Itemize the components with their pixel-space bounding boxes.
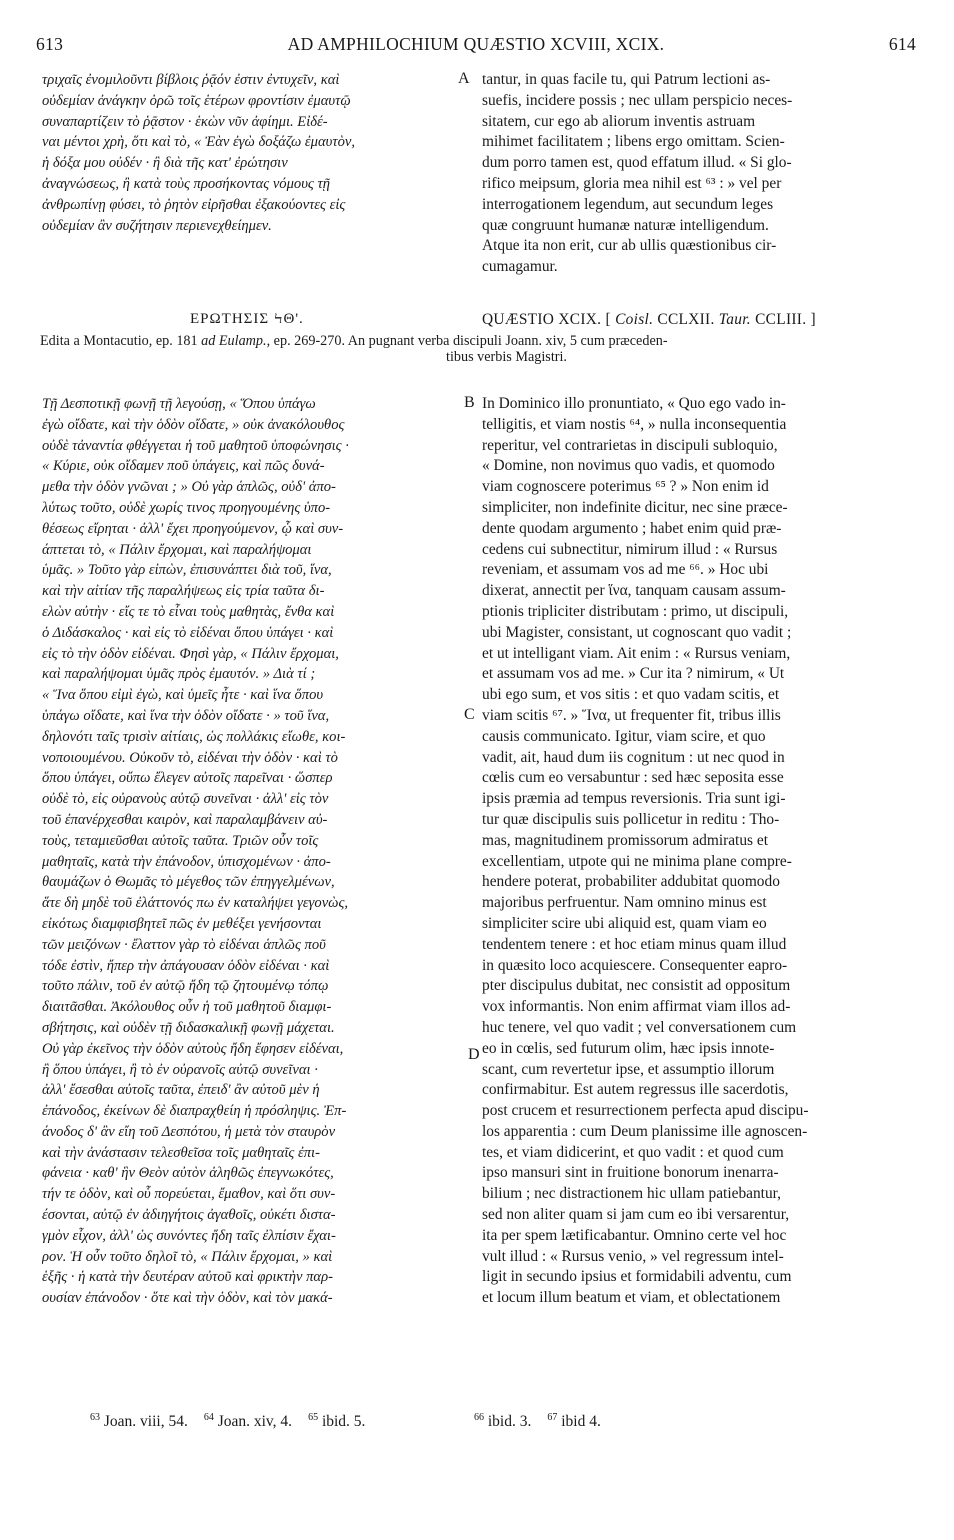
greek-text-line: γμὸν εἶχον, ἀλλ' ὡς συνόντες ἤδη ταῖς ἐλπίσιν ἔχαι-: [42, 1227, 336, 1244]
latin-text-line: ipsis præmia ad tempus reversionis. Tria sunt igi-: [482, 790, 786, 808]
greek-text-line: οὐδὲ τἀναντία φθέγγεται ἡ τοῦ μαθητοῦ ὑποφώνησις ·: [42, 437, 349, 454]
latin-text-line: et ut intelligant viam. Ait enim : « Rursus veniam,: [482, 644, 791, 662]
latin-text-line: hendere poterat, probabiliter addubitat quomodo: [482, 873, 780, 891]
greek-text-line: ἢ ὅπου ὑπάγει, ἢ τὸ ἐν οὐρανοῖς αὐτῷ συνεῖναι ·: [42, 1061, 318, 1078]
footnote-item: $^{65}$ ibid. 5.: [308, 1412, 366, 1431]
footnotes: [90, 1412, 890, 1431]
greek-text-line: καὶ τὴν αἰτίαν τῆς παραλήψεως εἰς τρία ταῦτα δι-: [42, 583, 325, 600]
latin-column-top: [482, 70, 912, 278]
coisl-label: Coisl.: [615, 311, 654, 328]
greek-text-line: ὅπου ὑπάγει, οὔπω ἔλεγεν αὐτοῖς παρεῖναι · ὥσπερ: [42, 770, 333, 787]
latin-text-line: quæ congruunt humanæ naturæ intelligendum.: [482, 216, 769, 234]
greek-text-line: « Ἵνα ὅπου εἰμὶ ἐγὼ, καὶ ὑμεῖς ἦτε · καὶ ἵνα ὅπου: [42, 687, 324, 704]
latin-text-line: dixerat, annectit per ἵνα, tanquam causam assum-: [482, 582, 786, 600]
question-title-greek: ΕΡΩΤΗΣΙΣ ϞΘ'.: [190, 311, 304, 327]
footnote-item: $^{63}$ Joan. viii, 54.: [90, 1412, 188, 1431]
running-title: AD AMPHILOCHIUM QUÆSTIO XCVIII, XCIX.: [287, 34, 665, 54]
page-header: [36, 34, 916, 56]
greek-text-line: ελὼν αὐτὴν · εἴς τε τὸ εἶναι τοὺς μαθητὰς, ἔνθα καὶ: [42, 603, 335, 620]
latin-text-line: vox informantis. Non enim affirmat viam illos ad-: [482, 998, 791, 1016]
latin-text-line: cumagamur.: [482, 258, 558, 276]
latin-text-line: « Domine, non novimus quo vadis, et quomodo: [482, 457, 775, 475]
greek-text-line: μαθηταῖς, κατὰ τὴν ἐπάνοδον, ὑπισχομένων · ἀπο-: [42, 853, 331, 870]
latin-text-line: in quæsito loco acquiescere. Consequenter eapro-: [482, 956, 788, 974]
latin-text-line: vult illud : « Rursus venio, » vel regressum intel-: [482, 1247, 784, 1265]
greek-text-line: τόδε ἐστὶν, ἤπερ τὴν ἀπάγουσαν ὁδὸν εἰδέναι · καὶ: [42, 957, 330, 974]
latin-text-line: et assumam vos ad me. » Cur ita ? nimirum, « Ut: [482, 665, 785, 683]
greek-text-line: ἐπάνοδος, ἐκείνων δὲ διαπραχθείη ἡ πρόσληψις. Ἐπ-: [42, 1103, 347, 1120]
latin-text-line: huc tenere, vel quo vadit ; vel conversationem cum: [482, 1018, 797, 1036]
edition-note: Edita a Montacutio, ep. 181 ad Eulamp., ep. 269-270. An pugnant verba discipuli Joann. xiv, 5 cum præceden- tibus verbis Magistri.: [40, 333, 668, 365]
latin-text-line: interrogationem legendum, aut secundum leges: [482, 195, 774, 213]
question-title-latin: QUÆSTIO XCIX. [ Coisl. CCLXII. Taur. CCLIII. ]: [482, 311, 816, 328]
greek-text-line: εἰκότως διαμφισβητεῖ πῶς ἐν μεθέξει γενήσονται: [42, 915, 322, 932]
margin-marker-b: B: [464, 394, 475, 411]
margin-marker-c: C: [464, 706, 475, 723]
greek-text-line: οὐδεμίαν ἀνάγκην ὁρῶ τοῖς ἑτέρων φροντίσιν ἐμαυτῷ: [42, 92, 351, 109]
latin-text-line: vadit, ait, haud dum iis cognitum : ut nec quod in: [482, 748, 785, 766]
latin-text-line: viam scitis ⁶⁷. » Ἵνα, ut frequenter fit, tribus illis: [482, 706, 781, 724]
greek-text-line: τῶν μειζόνων · ἔλαττον γὰρ τὸ εἰδέναι ἁπλῶς ποῦ: [42, 936, 326, 953]
greek-text-line: δηλονότι ταῖς τρισὶν αἰτίαις, ὡς πολλάκις εἴωθε, κοι-: [42, 728, 346, 745]
latin-text-line: mas, magnitudinem promissorum admiratus et: [482, 831, 768, 849]
latin-text-line: tantur, in quas facile tu, qui Patrum lectioni as-: [482, 71, 771, 88]
greek-text-line: ναι μέντοι χρὴ, ὅτι καὶ τὸ, « Ἐὰν ἐγὼ δοξάζω ἐμαυτὸν,: [42, 134, 355, 151]
page-number-right: 614: [888, 34, 916, 54]
page-number-left: 613: [36, 34, 64, 54]
latin-text-line: tendentem tenere : et hoc etiam minus quam illud: [482, 935, 787, 953]
greek-text-line: ὁ Διδάσκαλος · καὶ εἰς τὸ εἰδέναι ὅπου ὑπάγει · καὶ: [42, 624, 334, 641]
greek-text-line: Οὐ γὰρ ἐκεῖνος τὴν ὁδὸν αὐτοὺς ἤδη ἔφησεν εἰδέναι,: [42, 1040, 344, 1057]
latin-text-line: et locum illum beatum et viam, et oblectationem: [482, 1289, 781, 1307]
latin-text-line: dente quodam argumento ; habet enim quid præ-: [482, 519, 782, 537]
greek-text-line: οὐδεμίαν ἂν συζήτησιν περιενεχθείημεν.: [42, 217, 272, 234]
margin-marker-d: D: [468, 1046, 480, 1063]
greek-text-line: ρον. Ἡ οὖν τοῦτο δηλοῖ τὸ, « Πάλιν ἔρχομαι, » καὶ: [42, 1248, 333, 1265]
latin-text-line: In Dominico illo pronuntiato, « Quo ego vado in-: [482, 395, 786, 412]
greek-text-line: ὑμᾶς. » Τοῦτο γὰρ εἰπὼν, ἐπισυνάπτει διὰ τοῦ, ἵνα,: [42, 562, 332, 579]
latin-text-line: cedens cui subnectitur, nimirum illud : « Rursus: [482, 540, 778, 558]
latin-text-line: scant, cum revertetur ipse, et assumptio illorum: [482, 1060, 775, 1078]
greek-text-line: τοὺς, τεταμιεῦσθαι αὐτοῖς ταῦτα. Τριῶν οὖν τοῖς: [42, 832, 319, 849]
latin-text-line: pter discipulus dubitat, nec consistit ad oppositum: [482, 977, 791, 995]
greek-text-line: ἅτε δὴ μηδὲ τοῦ ἐλάττονός πω ἐν καταλήψει γεγονὼς,: [42, 895, 349, 912]
greek-text-line: εἰς τὸ τὴν ὁδὸν εἰδέναι. Φησὶ γὰρ, « Πάλιν ἔρχομαι,: [42, 645, 339, 662]
latin-text-line: rifico meipsum, gloria mea nihil est ⁶³ : » vel per: [482, 174, 782, 192]
latin-text-line: reveniam, et assumam vos ad me ⁶⁶. » Hoc ubi: [482, 561, 769, 579]
greek-text-line: ἀλλ' ἔσεσθαι αὐτοῖς ταῦτα, ἐπειδ' ἂν αὐτοῦ μὲν ἡ: [42, 1082, 320, 1099]
latin-text-line: simpliciter, non indefinite dicitur, nec sine præce-: [482, 498, 788, 516]
greek-text-line: διαιτᾶσθαι. Ἀκόλουθος οὖν ἡ τοῦ μαθητοῦ διαμφι-: [42, 999, 332, 1016]
footnote-item: $^{64}$ Joan. xiv, 4.: [203, 1412, 293, 1431]
latin-text-line: bilium ; nec distractionem hic ullam patiebantur,: [482, 1185, 781, 1203]
latin-text-line: sitatem, cur ego ab aliorum inventis astruam: [482, 112, 756, 130]
latin-text-line: dum porro tamen est, quod effatum illud. « Si glo-: [482, 154, 792, 172]
greek-text-line: ουσίαν ἐπάνοδον · ὅτε καὶ τὴν ὁδὸν, καὶ τὸν μακά-: [42, 1290, 333, 1307]
latin-text-line: sed non aliter quam si jam cum eo ibi versarentur,: [482, 1206, 790, 1224]
latin-text-line: ptionis tripliciter distributam : primo, ut discipuli,: [482, 602, 789, 620]
latin-text-line: ubi ego sum, et vos sitis : et quo vadam scitis, et: [482, 686, 780, 704]
latin-text-line: Atque ita non erit, cur ab ullis quæstionibus cir-: [482, 237, 777, 255]
greek-text-line: μεθα τὴν ὁδὸν γνῶναι ; » Οὐ γὰρ ἁπλῶς, οὐδ' ἀπο-: [42, 479, 336, 496]
greek-text-line: θέσεως εἴρηται · ἀλλ' ἔχει προηγούμενον, ᾧ καὶ συν-: [42, 520, 344, 537]
latin-text-line: majoribus perfruentur. Nam omnino minus est: [482, 894, 767, 912]
latin-text-line: viam cognoscere poterimus ⁶⁵ ? » Non enim id: [482, 478, 769, 496]
latin-text-line: post crucem et resurrectionem perfecta apud discipu-: [482, 1102, 809, 1120]
latin-text-line: cœlis cum eo versabuntur : sed hæc seposita esse: [482, 769, 784, 787]
greek-text-line: λύτως τοῦτο, οὐδὲ χωρίς τινος προηγουμένης ὑπο-: [42, 499, 331, 516]
greek-text-line: άνοδος δ' ἂν εἴη τοῦ Δεσπότου, ἡ μετὰ τὸν σταυρὸν: [42, 1123, 336, 1140]
latin-text-line: telligitis, et viam nostis ⁶⁴, » nulla inconsequentia: [482, 415, 787, 433]
latin-text-line: suefis, incidere possis ; nec ullam perspicio neces-: [482, 91, 793, 109]
greek-text-line: σβήτησις, καὶ οὐδὲν τῇ διδασκαλικῇ φωνῇ μάχεται.: [42, 1019, 335, 1036]
greek-text-line: καὶ παραλήψομαι ὑμᾶς πρὸς ἐμαυτόν. » Διὰ τί ;: [42, 666, 316, 683]
greek-text-line: φάνεια · καθ' ἣν Θεὸν αὐτὸν ἀληθῶς ἐπεγνωκότες,: [42, 1165, 334, 1182]
greek-text-line: ἐγὼ οἴδατε, καὶ τὴν ὁδὸν οἴδατε, » οὐκ ἀνακόλουθος: [42, 416, 345, 433]
greek-text-line: τοῦ ἐπανέρχεσθαι καιρὸν, καὶ παραλαμβάνειν αὐ-: [42, 811, 328, 828]
latin-column-main: [482, 394, 912, 1309]
latin-text-line: ubi Magister, consistant, ut cognoscant quo vadit ;: [482, 623, 792, 641]
footnote-item: $^{67}$ ibid 4.: [547, 1412, 601, 1431]
greek-text-line: ἀναγνώσεως, ἢ κατὰ τοὺς προσήκοντας νόμους τῇ: [42, 175, 330, 192]
latin-text-line: ligit in secundo ipsius et formidabili adventu, cum: [482, 1268, 792, 1286]
latin-text-line: reperitur, vel contrarietas in discipuli subloquio,: [482, 436, 778, 454]
greek-text-line: ὑπάγω οἴδατε, καὶ ἵνα τὴν ὁδὸν οἴδατε · » τοῦ ἵνα,: [42, 707, 330, 724]
latin-text-line: tur quæ discipulis suis pollicetur in reditu : Tho-: [482, 810, 780, 828]
greek-text-line: « Κύριε, οὐκ οἴδαμεν ποῦ ὑπάγεις, καὶ πῶς δυνά-: [42, 458, 325, 475]
footnote-item: $^{66}$ ibid. 3.: [474, 1412, 532, 1431]
greek-column-main: [42, 394, 464, 1309]
latin-text-line: ita per spem lætificabantur. Omnino certe vel hoc: [482, 1226, 787, 1244]
greek-text-line: οὐδὲ τὸ, εἰς οὐρανοὺς αὐτῷ συνεῖναι · ἀλλ' εἰς τὸν: [42, 791, 329, 808]
greek-text-line: ἡ δόξα μου οὐδέν · ἢ διὰ τῆς κατ' ἐρώτησιν: [42, 155, 288, 172]
margin-marker-a: A: [458, 70, 470, 87]
taur-label: Taur.: [718, 311, 751, 328]
latin-text-line: causis communicato. Igitur, viam scire, et quo: [482, 727, 766, 745]
latin-text-line: tes, et viam didicerint, et quo vadit : et quod cum: [482, 1143, 784, 1161]
latin-text-line: eo in cœlis, sed futurum olim, hæc ipsis innote-: [482, 1039, 775, 1057]
greek-column-top: [42, 70, 464, 236]
greek-text-line: ἑξῆς · ἡ κατὰ τὴν δευτέραν αὐτοῦ καὶ φρικτὴν παρ-: [42, 1269, 333, 1286]
latin-text-line: confirmabitur. Est autem regressus ille sacerdotis,: [482, 1081, 789, 1099]
greek-text-line: θαυμάζων ὁ Θωμᾶς τὸ μέγεθος τῶν ἐπηγγελμένων,: [42, 874, 335, 891]
greek-text-line: καὶ τὴν ἀνάστασιν τελεσθεῖσα τοῖς μαθηταῖς ἐπι-: [42, 1144, 320, 1161]
latin-text-line: mihimet facilitatem ; libens ergo omittam. Scien-: [482, 133, 785, 151]
greek-text-line: Τῇ Δεσποτικῇ φωνῇ τῇ λεγούσῃ, « Ὅπου ὑπάγω: [42, 396, 316, 412]
greek-text-line: συναπαρτίζειν τὸ ῥᾷστον · ἑκὼν νῦν ἀφίημι. Εἰδέ-: [42, 113, 328, 130]
latin-text-line: simpliciter scire ubi aliquid est, quam viam eo: [482, 914, 767, 932]
greek-text-line: νοποιουμένου. Οὐκοῦν τὸ, εἰδέναι τὴν ὁδὸν · καὶ τὸ: [42, 749, 338, 766]
greek-text-line: άπτεται τὸ, « Πάλιν ἔρχομαι, καὶ παραλήψομαι: [42, 541, 312, 558]
greek-text-line: ἀνθρωπίνῃ φύσει, τὸ ῥητὸν εἰρῆσθαι ἐξακούοντες εἰς: [42, 196, 346, 213]
greek-text-line: έσονται, αὐτῷ ἐν ἀδιηγήτοις ἀγαθοῖς, οὐκέτι διστα-: [42, 1207, 336, 1224]
latin-text-line: ipso mansuri sint in fruitione bonorum inenarra-: [482, 1164, 779, 1182]
greek-text-line: τριχαῖς ἐνομιλοῦντι βίβλοις ῥᾷόν ἐστιν ἐντυχεῖν, καὶ: [42, 72, 340, 88]
latin-text-line: los apparentia : cum Deum planissime ille agnoscen-: [482, 1122, 808, 1140]
latin-text-line: excellentiam, utpote qui ne minima plane compre-: [482, 852, 792, 870]
greek-text-line: τοῦτο πάλιν, τοῦ ἐν αὐτῷ ἤδη τῷ ζητουμένῳ τόπῳ: [42, 978, 329, 995]
greek-text-line: τήν τε ὁδὸν, καὶ οὗ πορεύεται, ἔμαθον, καὶ ὅτι συν-: [42, 1186, 336, 1203]
